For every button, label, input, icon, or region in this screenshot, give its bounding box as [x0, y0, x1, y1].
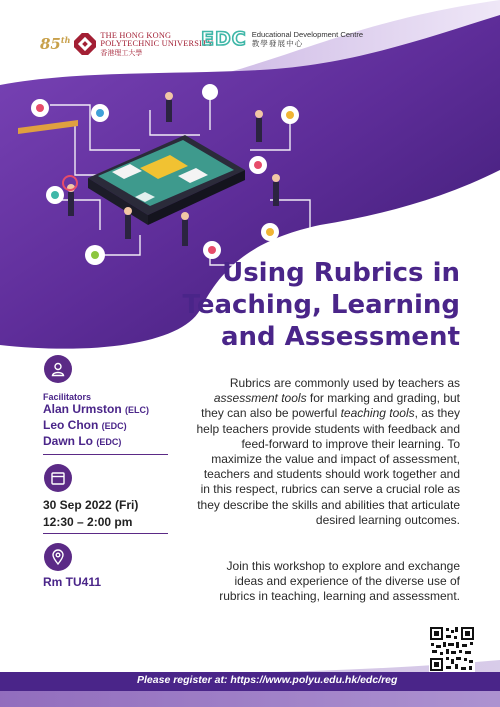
facilitator-item [43, 418, 149, 434]
schedule [43, 497, 138, 531]
title-line: Using Rubrics in [222, 258, 460, 288]
polyu-emblem-icon [74, 33, 96, 55]
facilitator-org: (EDC) [96, 437, 122, 447]
divider [43, 533, 168, 534]
university-name-line2: POLYTECHNIC UNIVERSITY [100, 39, 214, 49]
university-name-line1: THE HONG KONG [100, 31, 172, 40]
polyu-logo [40, 32, 213, 57]
facilitator-name: Alan Urmston [43, 402, 122, 416]
edc-logo [201, 30, 363, 49]
location-pin-icon [44, 543, 72, 571]
facilitators-label: Facilitators [43, 392, 92, 402]
title-line: Teaching, Learning [182, 290, 460, 320]
header [0, 0, 500, 62]
divider [43, 454, 168, 455]
anniversary-mark: 85th [40, 35, 71, 54]
facilitator-name: Leo Chon [43, 418, 99, 432]
facilitators-list [43, 402, 149, 450]
calendar-icon [44, 464, 72, 492]
invitation-paragraph: Join this workshop to explore and exchange ideas and experience of the diverse use of rubrics in teaching, learning and assessment. [219, 559, 460, 604]
event-date: 30 Sep 2022 (Fri) [43, 498, 139, 512]
registration-link[interactable]: Please register at: https://www.polyu.edu.hk/edc/reg [137, 674, 398, 686]
venue: Rm TU411 [43, 575, 102, 589]
title-line: and Assessment [220, 322, 460, 352]
facilitator-org: (EDC) [101, 421, 127, 431]
person-icon [44, 355, 72, 383]
facilitator-item [43, 434, 149, 450]
edc-mark: EDC [201, 28, 247, 50]
facilitator-name: Dawn Lo [43, 434, 93, 448]
university-name-cn: 香港理工大學 [100, 48, 143, 57]
facilitator-org: (ELC) [125, 405, 150, 415]
edc-name-en: Educational Development Centre [251, 29, 364, 39]
footer [0, 662, 500, 707]
facilitator-item [43, 402, 149, 418]
edc-name-cn: 教學發展中心 [251, 38, 304, 48]
description-paragraph: Rubrics are commonly used by teachers as assessment tools for marking and grading, but they can also be powerful teaching tools, as they help teachers provide students with feedback and feed-forward to improve their learning. To maximize the value and impact of assessment, teachers and students should work together and in this respect, rubrics can serve a crucial role as they describe the skills and abilities that articulate desired learning outcomes. [196, 376, 460, 527]
event-time: 12:30 – 2:00 pm [43, 515, 133, 529]
page-title [176, 257, 460, 353]
